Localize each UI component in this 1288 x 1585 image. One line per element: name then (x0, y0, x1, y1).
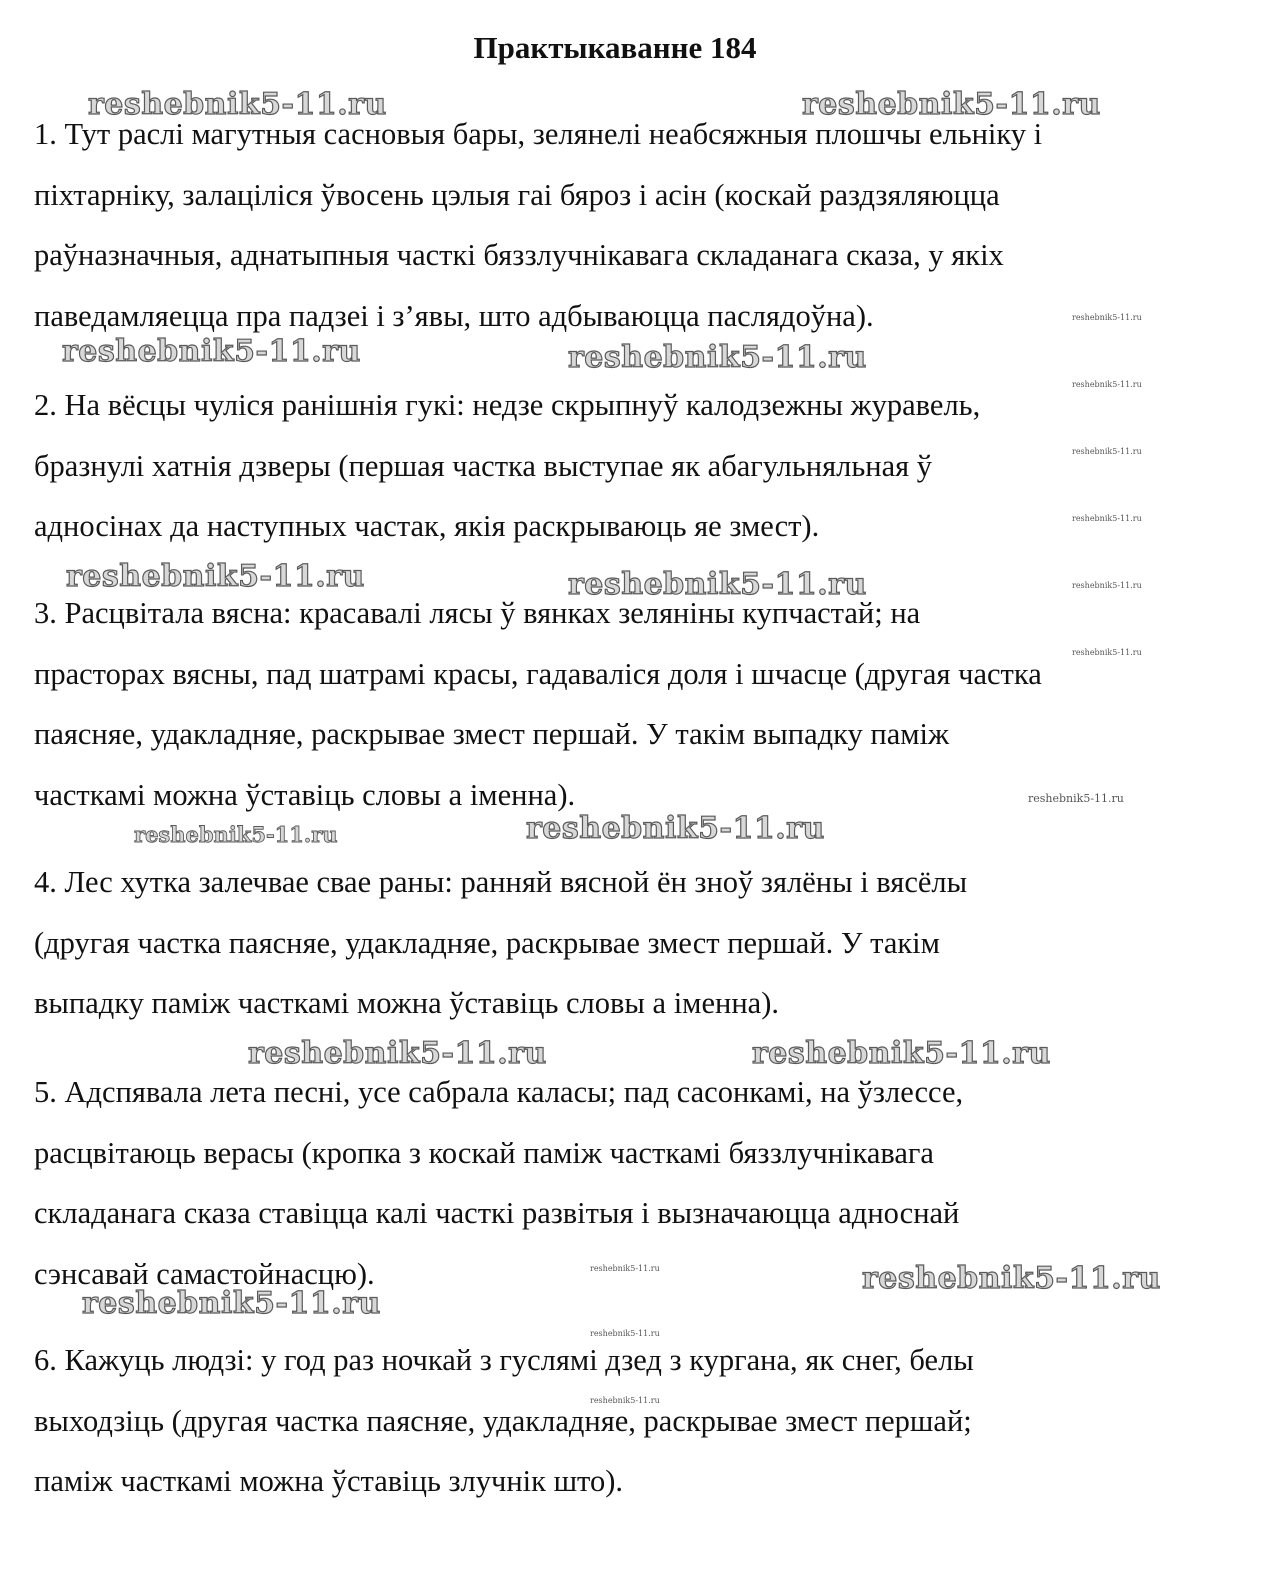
watermark: reshebnik5-11.ru (862, 1261, 1161, 1296)
paragraph-6 (34, 1330, 1204, 1512)
watermark: reshebnik5-11.ru (248, 1036, 547, 1071)
text-line: 5. Адспявала лета песні, усе сабрала каласы; пад сасонкамі, на ўзлессе, (34, 1075, 964, 1109)
text-line: выходзіць (другая частка паясняе, удакладняе, раскрывае змест першай; (34, 1403, 972, 1438)
watermark: reshebnik5-11.ru (1028, 792, 1124, 805)
text-line: прасторах вясны, пад шатрамі красы, гадаваліся доля і шчасце (другая частка (34, 656, 1042, 691)
text-line: складанага сказа ставіцца калі часткі развітыя і вызначаюцца адноснай (34, 1196, 960, 1230)
text-line: паміж часткамі можна ўставіць злучнік што). (34, 1464, 624, 1498)
paragraph-1 (34, 104, 1204, 346)
watermark: reshebnik5-11.ru (568, 340, 867, 375)
page-title: Практыкаванне 184 (473, 30, 757, 65)
paragraph-3 (34, 583, 1204, 825)
text-line: бразнулі хатнія дзверы (першая частка выступае як абагульняльная ў (34, 448, 933, 483)
watermark: reshebnik5-11.ru (1072, 447, 1142, 456)
text-line: 3. Расцвітала вясна: красавалі лясы ў вянках зеляніны купчастай; на (34, 596, 921, 630)
text-line: адносінах да наступных частак, якія раскрываюць яе змест). (34, 509, 820, 543)
text-line: раўназначныя, аднатыпныя часткі бяззлучнікавага складанага сказа, у якіх (34, 238, 1004, 272)
watermark: reshebnik5-11.ru (62, 334, 361, 369)
watermark: reshebnik5-11.ru (1072, 581, 1142, 590)
watermark: reshebnik5-11.ru (1072, 380, 1142, 389)
watermark: reshebnik5-11.ru (66, 559, 365, 594)
text-line: паясняе, удакладняе, раскрывае змест першай. У такім выпадку паміж (34, 717, 950, 751)
watermark: reshebnik5-11.ru (526, 811, 825, 846)
text-line: выпадку паміж часткамі можна ўставіць словы а іменна). (34, 986, 779, 1020)
watermark: reshebnik5-11.ru (88, 87, 387, 122)
text-line: 1. Тут раслі магутныя сасновыя бары, зелянелі неабсяжныя плошчы ельніку і (34, 117, 1043, 151)
text-line: (другая частка паясняе, удакладняе, раскрывае змест першай. У такім (34, 925, 940, 960)
paragraph-4 (34, 852, 1204, 1034)
text-line: 2. На вёсцы чуліся ранішнія гукі: недзе скрыпнуў калодзежны журавель, (34, 388, 981, 422)
watermark: reshebnik5-11.ru (134, 822, 338, 847)
text-line: часткамі можна ўставіць словы а іменна). (34, 777, 576, 812)
text-line: паведамляецца пра падзеі і з’явы, што адбываюцца паслядоўна). (34, 298, 874, 333)
watermark: reshebnik5-11.ru (590, 1264, 660, 1273)
watermark: reshebnik5-11.ru (590, 1329, 660, 1338)
watermark: reshebnik5-11.ru (752, 1036, 1051, 1071)
text-line: расцвітаюць верасы (кропка з коскай паміж часткамі бяззлучнікавага (34, 1135, 934, 1170)
paragraph-2 (34, 375, 1204, 557)
watermark: reshebnik5-11.ru (1072, 313, 1142, 322)
watermark: reshebnik5-11.ru (1072, 514, 1142, 523)
watermark: reshebnik5-11.ru (568, 567, 867, 602)
text-line: піхтарніку, залаціліся ўвосень цэлыя гаі бяроз і асін (коскай раздзяляюцца (34, 177, 1000, 212)
watermark: reshebnik5-11.ru (802, 87, 1101, 122)
watermark: reshebnik5-11.ru (82, 1286, 381, 1321)
text-line: 6. Кажуць людзі: у год раз ночкай з гуслямі дзед з кургана, як снег, белы (34, 1343, 974, 1377)
text-line: 4. Лес хутка залечвае свае раны: ранняй вясной ён зноў зялёны і вясёлы (34, 865, 968, 899)
watermark: reshebnik5-11.ru (590, 1396, 660, 1405)
watermark: reshebnik5-11.ru (1072, 648, 1142, 657)
text-line: сэнсавай самастойнасцю). (34, 1256, 375, 1291)
